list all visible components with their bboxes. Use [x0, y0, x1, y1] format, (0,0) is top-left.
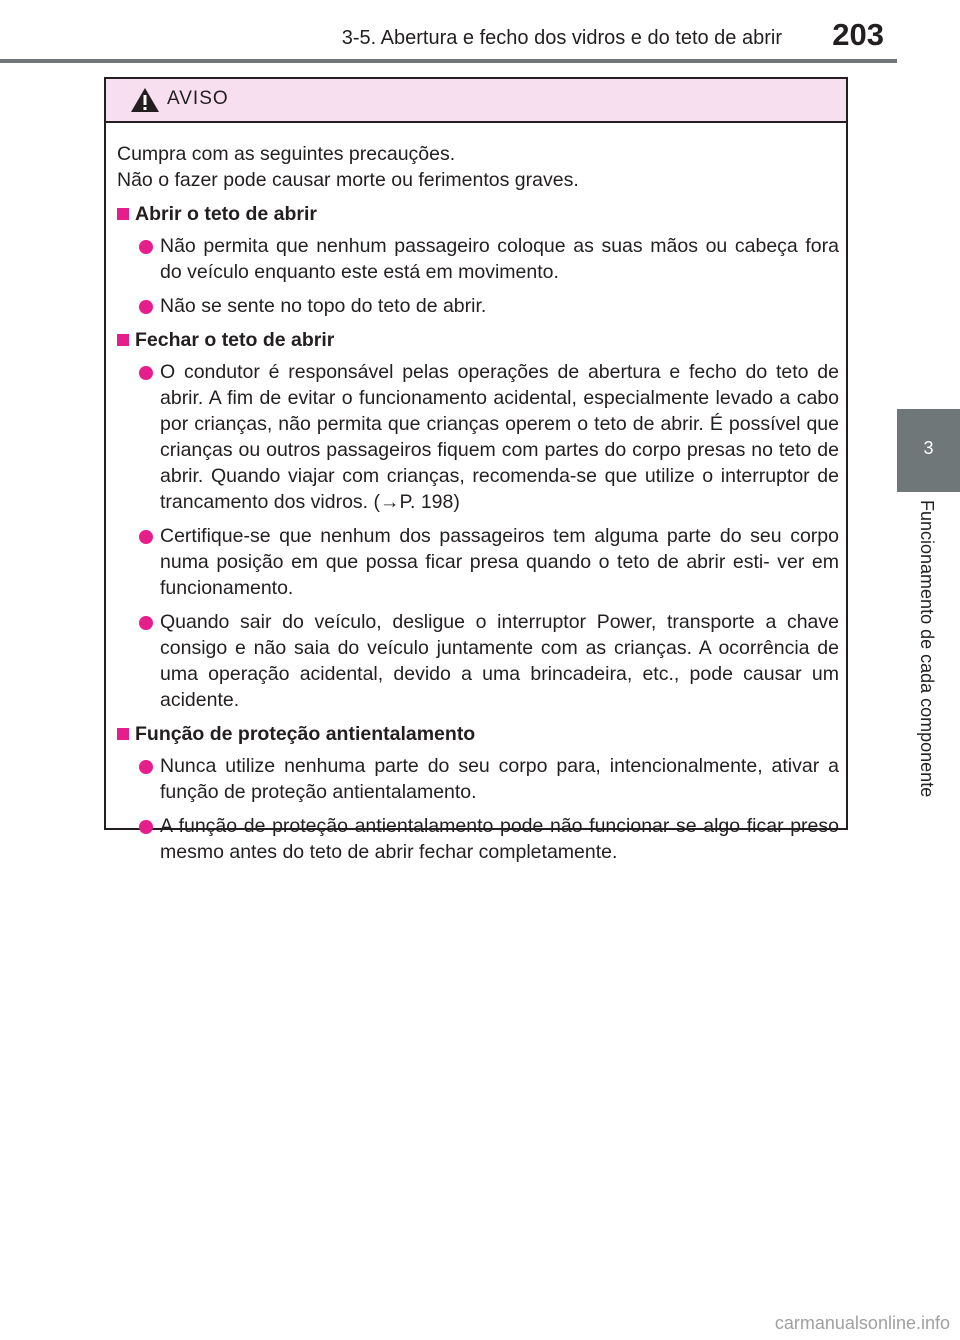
- section-heading-text: Fechar o teto de abrir: [135, 329, 335, 351]
- intro-line: Cumpra com as seguintes precauções.: [117, 143, 456, 165]
- header-rule: [0, 59, 897, 63]
- bullet-item: [117, 523, 839, 601]
- watermark-text: carmanualsonline.info: [774, 1313, 950, 1333]
- page-number: 203: [832, 17, 884, 52]
- square-bullet-icon: [117, 208, 129, 220]
- section-heading-close: [117, 327, 839, 353]
- bullet-text: Nunca utilize nenhuma parte do seu corpo para, intencionalmente, ativar a função de proteção antientalamento.: [160, 755, 839, 803]
- round-bullet-icon: [139, 300, 153, 314]
- bullet-item: [117, 753, 839, 805]
- square-bullet-icon: [117, 728, 129, 740]
- round-bullet-icon: [139, 240, 153, 254]
- square-bullet-icon: [117, 334, 129, 346]
- bullet-text: Quando sair do veículo, desligue o interruptor Power, transporte a chave consigo e não saia do veículo juntamente com as crianças. A ocorrência de uma operação acidental, devido a uma brincadeira, etc., pode causar um acidente.: [160, 611, 839, 711]
- section-heading-open: [117, 201, 839, 227]
- bullet-text: Não se sente no topo do teto de abrir.: [160, 295, 487, 317]
- round-bullet-icon: [139, 530, 153, 544]
- bullet-item: [117, 359, 839, 515]
- section-heading-text: Função de proteção antientalamento: [135, 723, 476, 745]
- round-bullet-icon: [139, 366, 153, 380]
- chapter-side-label-text: Funcionamento de cada componente: [917, 500, 937, 798]
- warning-box: [104, 77, 848, 863]
- intro-line: Não o fazer pode causar morte ou ferimentos graves.: [117, 169, 579, 191]
- bullet-text: Certifique-se que nenhum dos passageiros tem alguma parte do seu corpo numa posição em que possa ficar presa quando o teto de abrir esti- ver em funcionamento.: [160, 525, 839, 599]
- warning-content: [106, 123, 846, 865]
- page-header: [0, 0, 960, 62]
- bullet-text: O condutor é responsável pelas operações de abertura e fecho do teto de abrir. A fim de evitar o funcionamento acidental, especialmente levado a cabo por crianças, não permita que crianças operem o teto de abrir. É possível que crianças ou outros passageiros fiquem com partes do corpo presas no teto de abrir. Quando viajar com crianças, recomenda-se que utilize o interruptor de trancamento dos vidros. (→P. 198): [160, 361, 839, 513]
- section-heading-antipinch: [117, 721, 839, 747]
- warning-triangle-icon: [130, 87, 160, 113]
- bullet-item: [117, 609, 839, 713]
- bullet-text: Não permita que nenhum passageiro coloque as suas mãos ou cabeça fora do veículo enquanto este está em movimento.: [160, 235, 839, 283]
- chapter-tab-number: 3: [923, 438, 934, 458]
- bullet-item: [117, 233, 839, 285]
- bullet-item: [117, 813, 839, 865]
- bullet-text: A função de proteção antientalamento pode não funcionar se algo ficar preso mesmo antes do teto de abrir fechar completamente.: [160, 815, 839, 863]
- chapter-title: 3-5. Abertura e fecho dos vidros e do teto de abrir: [341, 27, 782, 49]
- chapter-side-label: [897, 492, 960, 852]
- round-bullet-icon: [139, 820, 153, 834]
- round-bullet-icon: [139, 616, 153, 630]
- section-heading-text: Abrir o teto de abrir: [135, 203, 318, 225]
- warning-title: AVISO: [167, 88, 229, 109]
- bullet-item: [117, 293, 839, 319]
- round-bullet-icon: [139, 760, 153, 774]
- chapter-tab: [897, 409, 960, 492]
- warning-header: [106, 79, 846, 123]
